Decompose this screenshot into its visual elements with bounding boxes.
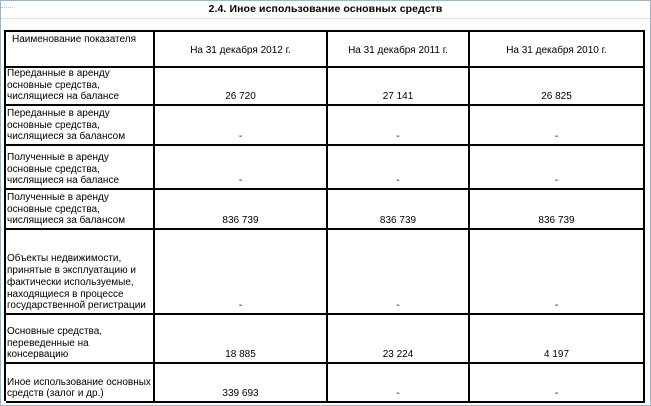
table-cell-value: - (470, 106, 645, 146)
table-row-label: Иное использование основных средств (залог и др.) (6, 364, 155, 403)
table-cell-value: 836 739 (328, 190, 470, 230)
table-cell-value: 26 825 (470, 68, 645, 106)
table-cell-value: 339 693 (155, 364, 328, 403)
table-row-label: Основные средства, переведенные на консервацию (6, 315, 155, 364)
table-cell-value: 18 885 (155, 315, 328, 364)
table-cell-value: - (328, 146, 470, 190)
table-cell-value: 4 197 (470, 315, 645, 364)
table-cell-value: - (470, 230, 645, 315)
section-title: 2.4. Иное использование основных средств (208, 3, 443, 15)
table-cell-value: - (155, 230, 328, 315)
table-row-label: Переданные в аренду основные средства, числящиеся за балансом (6, 106, 155, 146)
table-row-label: Полученные в аренду основные средства, числящиеся на балансе (6, 146, 155, 190)
table-cell-value: - (328, 364, 470, 403)
table-cell-value: - (155, 146, 328, 190)
header-divider (1, 18, 650, 19)
table-row-label: Объекты недвижимости, принятые в эксплуатацию и фактически используемые, находящиеся в процессе государственной регистрации (6, 230, 155, 315)
column-header-2010: На 31 декабря 2010 г. (470, 32, 645, 68)
table-cell-value: - (155, 106, 328, 146)
table-cell-value: - (470, 146, 645, 190)
table-row-label: Переданные в аренду основные средства, числящиеся на балансе (6, 68, 155, 106)
column-header-2012: На 31 декабря 2012 г. (155, 32, 328, 68)
table-cell-value: - (328, 230, 470, 315)
table-cell-value: 836 739 (155, 190, 328, 230)
table-cell-value: 26 720 (155, 68, 328, 106)
fixed-assets-table (4, 30, 645, 401)
table-cell-value: 23 224 (328, 315, 470, 364)
column-header-2011: На 31 декабря 2011 г. (328, 32, 470, 68)
column-header-name: Наименование показателя (6, 32, 155, 68)
table-cell-value: 836 739 (470, 190, 645, 230)
table-cell-value: - (328, 106, 470, 146)
table-cell-value: 27 141 (328, 68, 470, 106)
table-row-label: Полученные в аренду основные средства, числящиеся за балансом (6, 190, 155, 230)
table-cell-value: - (470, 364, 645, 403)
